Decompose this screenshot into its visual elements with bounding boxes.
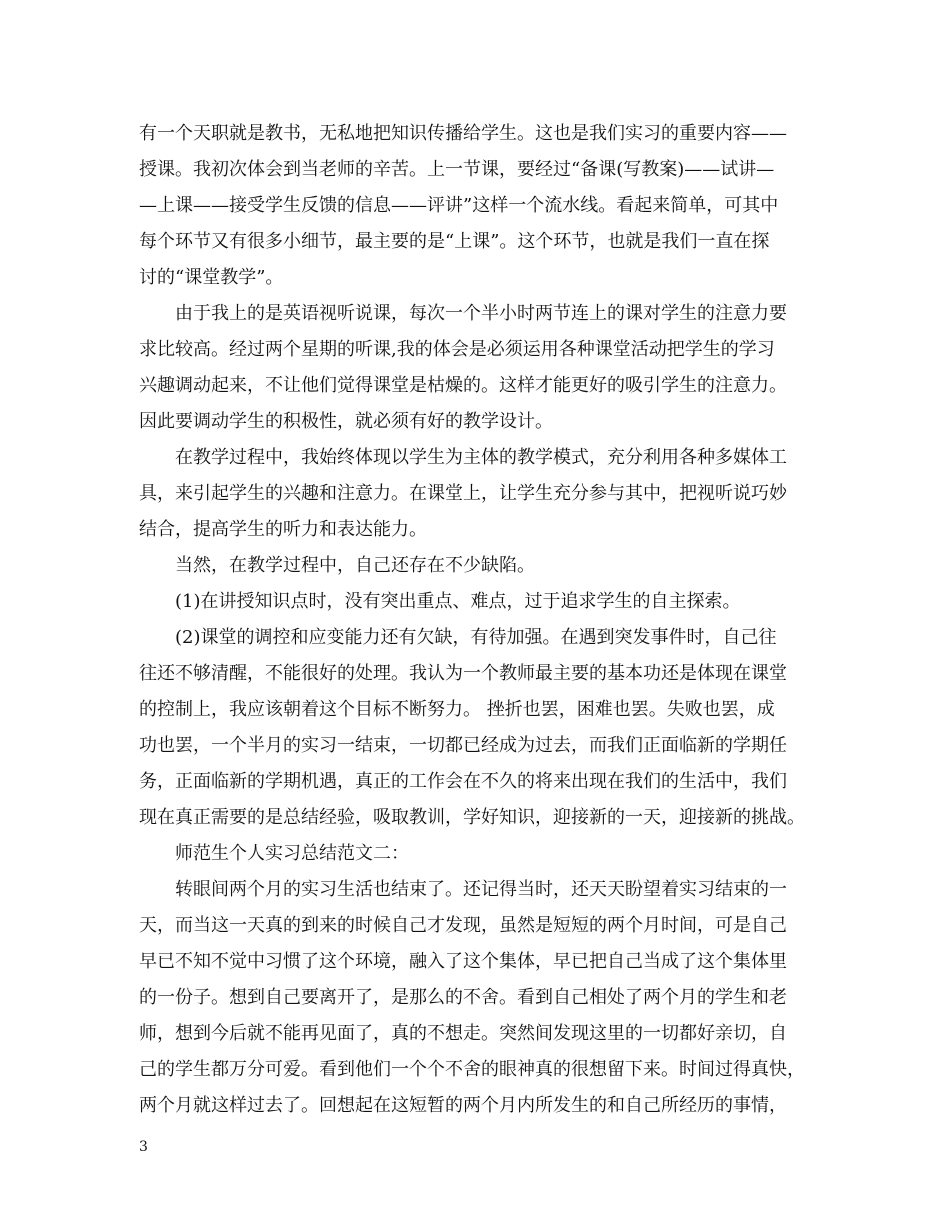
text-line: 现在真正需要的是总结经验，吸取教训，学好知识，迎接新的一天，迎接新的挑战。 bbox=[139, 807, 805, 828]
text-line: 有一个天职就是教书，无私地把知识传播给学生。这也是我们实习的重要内容—— bbox=[139, 123, 787, 144]
text-line: 具，来引起学生的兴趣和注意力。在课堂上，让学生充分参与其中，把视听说巧妙 bbox=[139, 483, 787, 504]
text-line: 授课。我初次体会到当老师的辛苦。上一节课，要经过“备课(写教案)——试讲— bbox=[139, 159, 775, 180]
text-line: 功也罢，一个半月的实习一结束，一切都已经成为过去，而我们正面临新的学期任 bbox=[139, 735, 787, 756]
text-line: 每个环节又有很多小细节，最主要的是“上课”。这个环节，也就是我们一直在探 bbox=[139, 231, 770, 252]
text-line: 早已不知不觉中习惯了这个环境，融入了这个集体，早已把自己当成了这个集体里 bbox=[139, 951, 787, 972]
text-line: (1)在讲授知识点时，没有突出重点、难点，过于追求学生的自主探索。 bbox=[175, 591, 741, 612]
text-line: 己的学生都万分可爱。看到他们一个个不舍的眼神真的很想留下来。时间过得真快， bbox=[139, 1059, 805, 1080]
text-line: 师范生个人实习总结范文二： bbox=[175, 843, 409, 864]
text-line: 师，想到今后就不能再见面了，真的不想走。突然间发现这里的一切都好亲切，自 bbox=[139, 1023, 787, 1044]
text-line: 往还不够清醒，不能很好的处理。我认为一个教师最主要的基本功还是体现在课堂 bbox=[139, 663, 787, 684]
text-line: 求比较高。经过两个星期的听课,我的体会是必须运用各种课堂活动把学生的学习 bbox=[139, 339, 775, 360]
text-line: —上课——接受学生反馈的信息——评讲”这样一个流水线。看起来简单，可其中 bbox=[139, 195, 779, 216]
text-line: 转眼间两个月的实习生活也结束了。还记得当时，还天天盼望着实习结束的一 bbox=[175, 879, 787, 900]
text-line: (2)课堂的调控和应变能力还有欠缺，有待加强。在遇到突发事件时，自己往 bbox=[175, 627, 777, 648]
text-line: 两个月就这样过去了。回想起在这短暂的两个月内所发生的和自己所经历的事情， bbox=[139, 1095, 787, 1116]
text-line: 结合，提高学生的听力和表达能力。 bbox=[139, 519, 427, 540]
text-line: 在教学过程中，我始终体现以学生为主体的教学模式，充分利用各种多媒体工 bbox=[175, 447, 787, 468]
text-line: 当然，在教学过程中，自己还存在不少缺陷。 bbox=[175, 555, 535, 576]
text-line: 兴趣调动起来，不让他们觉得课堂是枯燥的。这样才能更好的吸引学生的注意力。 bbox=[139, 375, 787, 396]
text-line: 由于我上的是英语视听说课，每次一个半小时两节连上的课对学生的注意力要 bbox=[175, 303, 787, 324]
text-line: 的控制上，我应该朝着这个目标不断努力。 挫折也罢，困难也罢。失败也罢，成 bbox=[139, 699, 775, 720]
text-line: 因此要调动学生的积极性，就必须有好的教学设计。 bbox=[139, 411, 553, 432]
body-text bbox=[139, 116, 824, 1124]
text-line: 的一份子。想到自己要离开了，是那么的不舍。看到自己相处了两个月的学生和老 bbox=[139, 987, 787, 1008]
text-line: 讨的“课堂教学”。 bbox=[139, 267, 284, 288]
page-number: 3 bbox=[139, 1139, 148, 1155]
text-line: 务，正面临新的学期机遇，真正的工作会在不久的将来出现在我们的生活中，我们 bbox=[139, 771, 787, 792]
text-line: 天，而当这一天真的到来的时候自己才发现，虽然是短短的两个月时间，可是自己 bbox=[139, 915, 787, 936]
